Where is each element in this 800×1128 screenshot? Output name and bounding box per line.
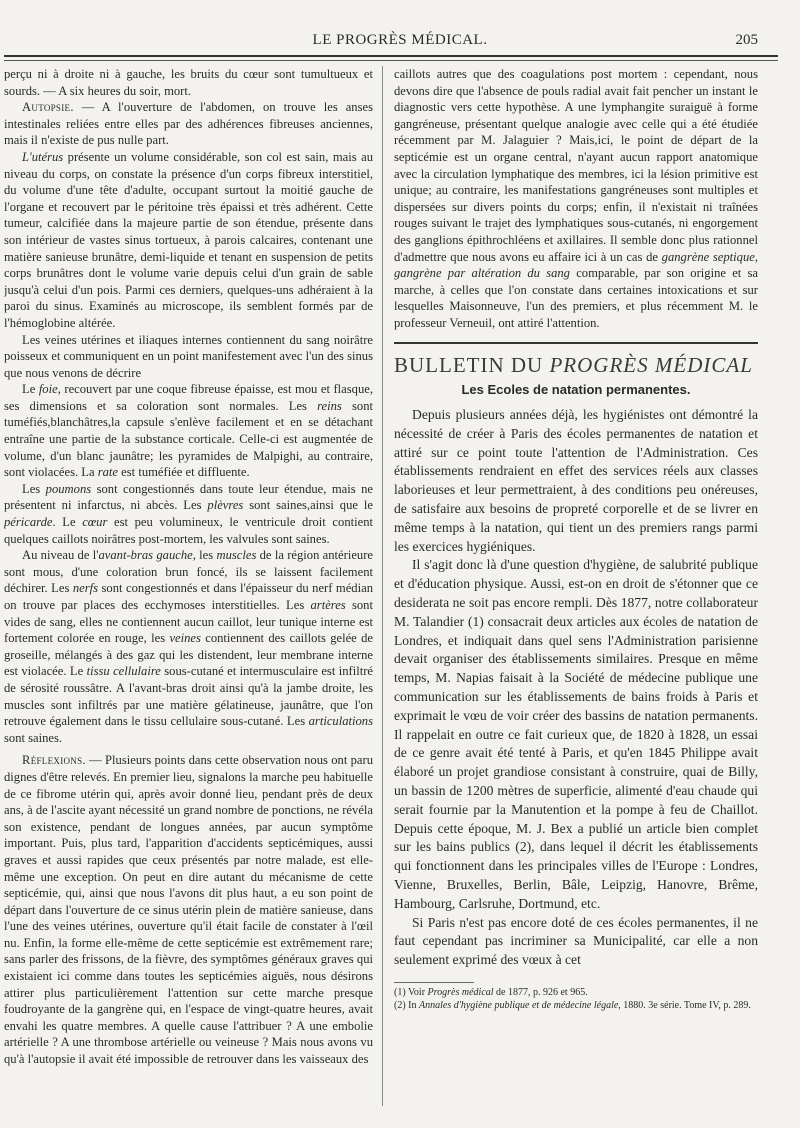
left-column (4, 66, 373, 1116)
page-number: 205 (735, 32, 758, 48)
footnote-rule (394, 982, 474, 983)
paragraph-autopsie: Autopsie. — A l'ouverture de l'abdomen, on trouve les anses intestinales reliées entre elles par des adhérences fibreuses anciennes, mais il n'existe de pus nulle part. (4, 100, 373, 148)
paragraph-reflexions: Réflexions. — Plusieurs points dans cette observation nous ont paru dignes d'être relevés. En premier lieu, signalons la marche peu habituelle de ce fibrome utérin qui, après avoir donné lieu, pendant près de deux ans, à de l'ascite ayant nécessité un grand nombre de ponctions, ne révéla son existence, pendant de longues années, par aucun symptôme important. Puis, plus tard, l'apparition d'accidents septicémiques, aussi graves et aussi rapides que ceux présentés par notre malade, est elle-même une exception. On peut en dire autant du mécanisme de cette septicémie, qui, ainsi que nous l'avons dit plus haut, a eu son point de départ dans l'ouverture de ce sinus utérin plein de matière sanieuse, dans l'une des veines utérines, ouverture qu'il était facile de constater à l'œil nu. Enfin, la forme elle-même de cette septicémie est extrêmement rare; sans parler des frissons, de la fièvre, des symptômes généraux graves qui existaient ici comme dans toutes les septicémies aiguës, nous désirons attirer plus particulièrement l'attention sur cette marche presque foudroyante de la gangrène qui, en l'espace de vingt-quatre heures, avait envahi les quatre membres. A quelle cause l'attribuer ? A une embolie artérielle ? A une thrombose artérielle ou veineuse ? Mais nous avons vu qu'à l'autopsie il avait été impossible de retrouver dans les vaisseaux des (4, 753, 373, 1067)
footnote: (2) In Annales d'hygiène publique et de médecine légale, 1880. 3e série. Tome IV, p. 289. (394, 999, 751, 1011)
article-subheading: Les Ecoles de natation permanentes. (461, 381, 691, 397)
header-rule-thin (4, 60, 778, 61)
header-rule (4, 55, 778, 57)
paragraph: Il s'agit donc là d'une question d'hygiène, de salubrité publique et d'éducation physique. Aussi, est-on en droit de s'étonner que ce desiderata ne soit pas encore rempli. Dès 1877, notre collaborateur M. Talandier (1) consacrait deux articles aux écoles de natation de Londres, et indiquait dans quel sens l'Administration parisienne devait organiser des établissements similaires. Presque en même temps, M. Napias faisait à la Société de médecine publique une communication sur les établissements de bains froids à Paris et exprimait le vœu de voir créer des bassins de natation permanents. Il rappelait en outre ce fait curieux que, de 1820 à 1828, un essai de ce genre avait été tenté à Paris, et qu'en 1845 Philippe avait élaboré un projet grandiose consistant à construire, quai de Billy, un bassin de 1200 mètres de superficie, alimenté d'eau chaude qui serait fournie par la Manutention et la pompe à feu de Chaillot. Depuis cette époque, M. J. Bex a publié un article bien complet sur les bains publics (2), dans lequel il décrit les établissements qui fonctionnent dans les principales villes de l'Europe : Londres, Vienne, Bruxelles, Berlin, Bâle, Leipzig, Hanovre, Brême, Hambourg, Carlsruhe, Dortmund, etc. (394, 557, 758, 911)
bulletin-heading: BULLETIN DU PROGRÈS MÉDICAL (394, 342, 758, 378)
paragraph: L'utérus présente un volume considérable, son col est sain, mais au niveau du corps, on constate la présence d'un corps fibreux interstitiel, du volume d'une tête d'adulte, occupant surtout la moitié gauche de l'organe et recouvert par le péritoine très épaissi et très adhérent. Cette tumeur, calcifiée dans la majeure partie de son étendue, présente dans son intérieur de vastes sinus tortueux, à parois calcaires, contenant une matière sanieuse brunâtre, demi-liquide et tenant en suspension de petits corps brunâtres dont le volume varie depuis celui d'un grain de sable jusqu'à celui d'un pois. Parmi ces derniers, quelques-uns adhéraient à la paroi du sinus. Examinés au microscope, ils semblent formés par de l'hémoglobine altérée. (4, 149, 373, 330)
paragraph: Les veines utérines et iliaques internes contiennent du sang noirâtre poisseux et communiquent en un point manifestement avec l'un des sinus que nous venons de décrire (4, 332, 373, 380)
paragraph: Le foie, recouvert par une coque fibreuse épaisse, est mou et flasque, ses dimensions et sa coloration sont normales. Les reins sont tuméfiés,blanchâtres,la capsule s'enlève facilement et en se détachant entraîne une partie de la substance corticale. Celle-ci est augmentée de volume, d'un blanc jaunâtre; les pyramides de Malpighi, au contraire, sont violacées. La rate est tuméfiée et diffluente. (4, 382, 373, 480)
paragraph: Au niveau de l'avant-bras gauche, les muscles de la région antérieure sont mous, d'une coloration brun foncé, ils se laissent facilement déchirer. Les nerfs sont congestionnés et dans l'épaisseur du nerf médian on trouve par places des ecchymoses interstitielles. Les artères sont vides de sang, elles ne contiennent aucun caillot, leur tunique interne est fortement colorée en rouge, les veines contiennent des caillots gelée de groseille, mélangés à des gaz qui les distendent, leur membrane interne est violacée. Le tissu cellulaire sous-cutané et intermusculaire est infiltré de sérosité roussâtre. A l'avant-bras droit ainsi qu'à la jambe droite, les muscles sont infiltrés par une matière gélatineuse, jaunâtre, que l'on retrouve également dans le tissu cellulaire sous-cutané. Les articulations sont saines. (4, 548, 373, 745)
right-column (394, 66, 758, 1116)
footnote: (1) Voir Progrès médical de 1877, p. 926 et 965. (394, 987, 588, 998)
section-label: Autopsie. (22, 100, 74, 115)
column-divider (382, 66, 383, 1106)
journal-title: LE PROGRÈS MÉDICAL. (312, 32, 488, 48)
page-header (0, 30, 800, 52)
section-label: Réflexions. (22, 753, 86, 768)
paragraph: caillots autres que des coagulations post mortem : cependant, nous devons dire que l'absence de pouls radial avait fait pencher un instant le diagnostic vers cette hypothèse. A une lymphangite suraiguë à forme gangréneuse, présentant quelque analogie avec celle qui a été étudiée récemment par M. Jalaguier ? Mais,ici, le point de départ de la septicémie est un organe central, n'ayant aucun rapport anatomique avec la circulation lymphatique des membres, ici la lésion primitive est unique; au contraire, les manifestations gangréneuses sont multiples et dispersées sur divers points du corps; enfin, il n'existait ni traînées rouges suivant le trajet des lymphatiques sous-cutanés, ni engorgement des ganglions épithrochléens et axillaires. Il semble donc plus rationnel d'admettre que nous avons eu affaire ici à un cas de gangrène septique, gangrène par altération du sang comparable, par son origine et sa marche, à celles que l'on constate dans certaines intoxications et sur lesquelles Maisonneuve, l'un des premiers, et plus récemment M. le professeur Verneuil, ont attiré l'attention. (394, 67, 758, 330)
paragraph: Depuis plusieurs années déjà, les hygiénistes ont démontré la nécessité de créer à Paris des écoles permanentes de natation et attiré sur ce point toute l'attention de l'Administration. Ces établissements rendraient en effet des services réels aux classes laborieuses et leur permettraient, à des conditions peu onéreuses, de satisfaire aux besoins de propreté corporelle et de se livrer en même temps à la natation, qui tient un des premiers rangs parmi les exercices hygiéniques. (394, 407, 758, 554)
paragraph: perçu ni à droite ni à gauche, les bruits du cœur sont tumultueux et sourds. — A six heures du soir, mort. (4, 67, 373, 98)
paragraph: Si Paris n'est pas encore doté de ces écoles permanentes, il ne faut cependant pas incriminer sa Municipalité, car elle a non seulement exprimé des vœux à cet (394, 914, 758, 968)
paragraph: Les poumons sont congestionnés dans toute leur étendue, mais ne présentent ni infarctus, ni abcès. Les plèvres sont saines,ainsi que le péricarde. Le cœur est peu volumineux, le ventricule droit contient quelques caillots noirâtres post-mortem, les valvules sont saines. (4, 481, 373, 546)
